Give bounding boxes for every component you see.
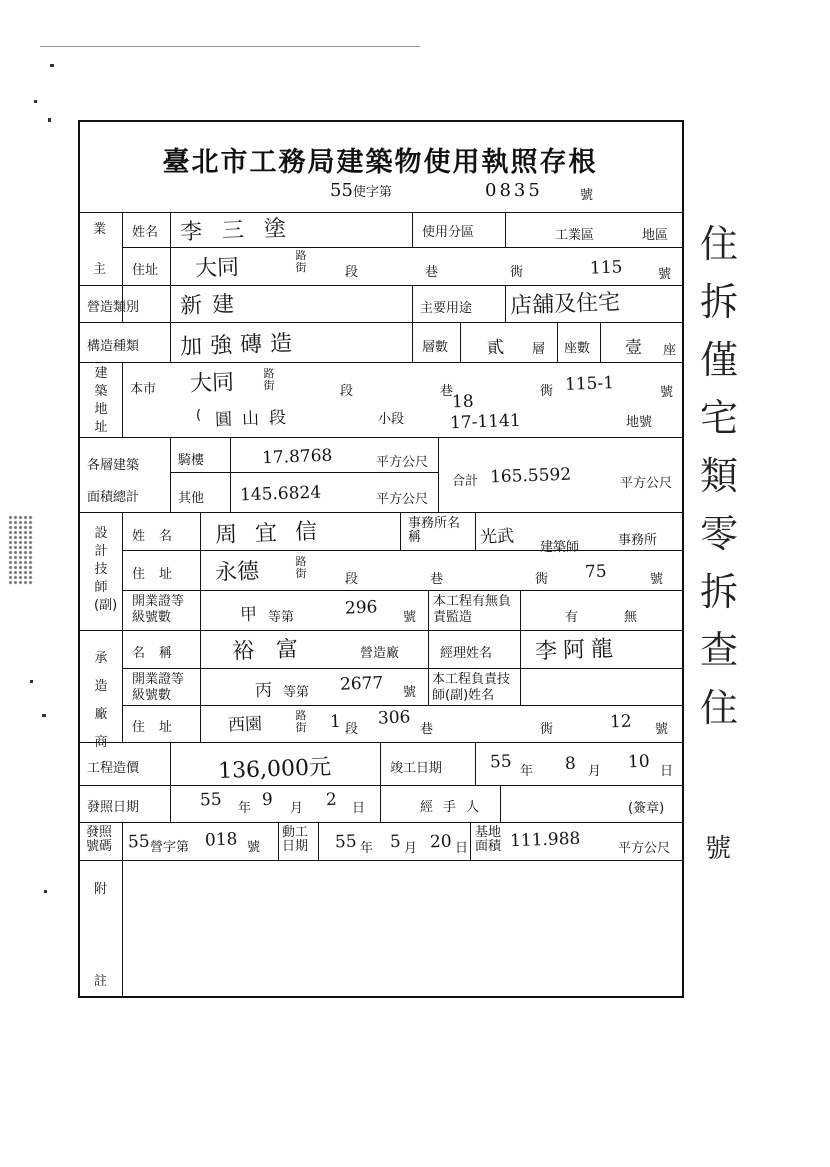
contractor-grade-value: 丙 <box>254 680 273 702</box>
row-divider <box>78 512 684 513</box>
col-divider <box>400 512 401 550</box>
owner-label-1: 業 <box>93 222 107 237</box>
manager-name-label: 經理姓名 <box>440 646 493 661</box>
units-suffix: 座 <box>663 343 677 358</box>
site-area-label: 基地面積 <box>475 825 502 854</box>
designer-name-value: 周宜信 <box>214 518 336 549</box>
contractor-name-value: 裕富 <box>231 636 321 665</box>
row-divider <box>78 822 684 823</box>
units-value: 壹 <box>624 337 643 359</box>
owner-section-label: 段 <box>345 265 359 280</box>
permit-middle: 使字第 <box>352 185 392 200</box>
row-divider <box>122 247 684 248</box>
units-label: 座數 <box>564 341 591 356</box>
other-area-value: 145.6824 <box>239 482 322 506</box>
col-divider <box>505 285 506 322</box>
designer-grade-value: 甲 <box>239 604 258 626</box>
owner-name-value: 李三塗 <box>179 215 307 246</box>
contractor-alley-label: 衖 <box>540 722 554 737</box>
row-divider <box>122 550 684 551</box>
use-zone-label: 使用分區 <box>422 225 475 240</box>
contractor-license-value: 2677 <box>339 673 384 695</box>
owner-name-label: 姓名 <box>132 225 159 240</box>
contractor-section-label: 段 <box>345 722 359 737</box>
issue-month-label: 月 <box>290 801 304 816</box>
site-city-label: 本市 <box>130 382 157 397</box>
cost-label: 工程造價 <box>87 761 140 776</box>
site-section-value: 圓山段 <box>214 407 297 431</box>
start-year-label: 年 <box>360 841 374 856</box>
sign-label: (簽章) <box>628 801 665 816</box>
permit-form <box>78 120 684 998</box>
remarks-label-1: 附 <box>94 882 108 897</box>
col-divider <box>505 212 506 248</box>
col-divider <box>380 742 381 822</box>
start-year: 55 <box>334 831 357 853</box>
other-label: 其他 <box>178 491 205 506</box>
lot-no-value: 17-1141 <box>449 410 521 434</box>
col-divider <box>438 437 439 512</box>
permit-suffix: 號 <box>580 188 594 203</box>
site-section-label: 段 <box>340 384 354 399</box>
start-day: 20 <box>429 831 452 853</box>
designer-label: 設計技師(副) <box>94 526 118 613</box>
floors-label: 層數 <box>422 340 449 355</box>
form-title: 臺北市工務局建築物使用執照存根 <box>162 147 598 178</box>
col-divider <box>170 437 171 512</box>
contractor-suffix: 營造廠 <box>360 646 400 661</box>
area-total-label: 面積總計 <box>87 490 140 505</box>
row-divider <box>78 860 684 861</box>
site-road-value: 大同 <box>189 370 235 397</box>
start-date-label: 動工日期 <box>282 825 309 854</box>
contractor-section-value: 1 <box>329 711 342 733</box>
total-label: 合計 <box>452 474 479 489</box>
use-zone-suffix: 地區 <box>642 228 669 243</box>
designer-lane-label: 巷 <box>430 572 444 587</box>
designer-license-label: 開業證等級號數 <box>132 594 185 625</box>
row-divider <box>78 437 684 438</box>
remarks-label-2: 註 <box>94 974 108 989</box>
contractor-lane-label: 巷 <box>420 722 434 737</box>
completion-year: 55 <box>489 751 512 773</box>
contractor-road-label: 路街 <box>295 709 307 734</box>
side-stamp-bottom: 號 <box>705 834 732 864</box>
contractor-no-value: 12 <box>609 711 632 733</box>
main-use-value: 店舖及住宅 <box>509 290 621 319</box>
site-label: 建築地址 <box>94 366 108 435</box>
row-divider <box>78 630 684 631</box>
site-paren: ( <box>196 408 202 423</box>
completion-day-label: 日 <box>660 764 674 779</box>
site-no-value: 115-1 <box>564 373 615 395</box>
scan-speck <box>48 118 51 122</box>
col-divider <box>475 512 476 550</box>
site-alley-label: 衖 <box>540 384 554 399</box>
row-divider <box>122 705 684 706</box>
col-divider <box>230 437 231 512</box>
row-divider <box>170 472 438 473</box>
col-divider <box>170 212 171 285</box>
building-permit-no: 018 <box>204 829 238 851</box>
contractor-license-label: 開業證等級號數 <box>132 672 185 703</box>
owner-no-label: 號 <box>658 267 672 282</box>
construction-type-label: 營造類別 <box>87 300 140 315</box>
issue-year-label: 年 <box>238 801 252 816</box>
row-divider <box>78 322 684 323</box>
col-divider <box>412 212 413 248</box>
col-divider <box>318 822 319 860</box>
site-lane-label: 巷 <box>440 384 454 399</box>
designer-license-no: 號 <box>403 610 417 625</box>
completion-label: 竣工日期 <box>390 761 443 776</box>
floors-suffix: 層 <box>532 342 546 357</box>
contractor-label: 承造廠商 <box>94 651 108 750</box>
col-divider <box>475 742 476 785</box>
permit-prefix: 55 <box>330 180 353 201</box>
issue-year: 55 <box>199 789 222 811</box>
row-divider <box>78 212 684 213</box>
scan-speck <box>44 890 47 893</box>
sub-section-value: 18 <box>451 391 474 413</box>
issue-date-label: 發照日期 <box>87 800 140 815</box>
arcade-area-value: 17.8768 <box>261 445 333 469</box>
col-divider <box>470 822 471 860</box>
contractor-name-label: 名稱 <box>132 646 187 661</box>
designer-no-label: 號 <box>650 572 664 587</box>
contractor-license-no: 號 <box>403 685 417 700</box>
col-divider <box>122 362 123 437</box>
row-divider <box>78 785 684 786</box>
col-divider <box>520 590 521 705</box>
designer-road-value: 永德 <box>214 559 260 586</box>
manager-name-value: 李阿龍 <box>534 636 620 665</box>
owner-alley-label: 衖 <box>510 265 524 280</box>
office-suffix: 事務所 <box>618 533 658 548</box>
lot-no-label: 地號 <box>626 415 653 430</box>
total-area-value: 165.5592 <box>489 464 572 488</box>
completion-month: 8 <box>564 753 577 775</box>
cost-value: 136,000元 <box>217 755 332 784</box>
site-area-sqm: 平方公尺 <box>618 841 671 856</box>
office-type-value: 建築師 <box>540 540 580 555</box>
start-month-label: 月 <box>404 841 418 856</box>
owner-no-value: 115 <box>589 257 623 279</box>
designer-section-label: 段 <box>345 572 359 587</box>
col-divider <box>200 512 201 742</box>
scan-speck <box>42 714 46 717</box>
total-sqm: 平方公尺 <box>620 476 673 491</box>
construction-type-value: 新建 <box>179 291 245 320</box>
supervision-have: 有 <box>565 610 579 625</box>
designer-name-label: 姓名 <box>132 529 187 544</box>
designer-address-label: 住址 <box>132 567 187 582</box>
owner-road-label: 路街 <box>295 249 307 274</box>
scan-speck <box>34 100 37 103</box>
site-area-value: 111.988 <box>509 828 581 852</box>
issue-day: 2 <box>325 789 338 811</box>
scan-speck <box>30 680 33 683</box>
completion-year-label: 年 <box>520 764 534 779</box>
col-divider <box>557 322 558 362</box>
contractor-grade-class: 等第 <box>283 685 310 700</box>
building-permit-mid: 營字第 <box>150 840 190 855</box>
row-divider <box>78 362 684 363</box>
site-no-label: 號 <box>660 385 674 400</box>
arcade-label: 騎樓 <box>178 453 205 468</box>
floor-area-label: 各層建築 <box>87 458 140 473</box>
main-use-label: 主要用途 <box>420 301 473 316</box>
permit-number-value: 0835 <box>485 180 543 201</box>
office-name-value: 光武 <box>479 526 515 548</box>
office-name-label: 事務所名稱 <box>408 516 461 545</box>
handler-label: 經手人 <box>420 800 490 815</box>
building-permit-label: 發照號碼 <box>86 825 113 854</box>
structure-type-label: 構造種類 <box>87 339 140 354</box>
side-stamp-text: 住拆僅宅類零拆查住 <box>700 222 739 730</box>
scan-blot <box>8 515 34 585</box>
building-permit-prefix: 55 <box>127 831 150 853</box>
col-divider <box>278 822 279 860</box>
col-divider <box>122 822 123 998</box>
building-permit-suffix: 號 <box>247 840 261 855</box>
contractor-no-label: 號 <box>655 722 669 737</box>
col-divider <box>122 512 123 742</box>
arcade-sqm: 平方公尺 <box>376 455 429 470</box>
col-divider <box>412 285 413 362</box>
sub-section-label: 小段 <box>378 412 405 427</box>
completion-month-label: 月 <box>588 764 602 779</box>
other-sqm: 平方公尺 <box>376 492 429 507</box>
use-zone-value: 工業區 <box>555 228 595 243</box>
col-divider <box>170 285 171 362</box>
row-divider <box>78 742 684 743</box>
structure-type-value: 加強磚造 <box>179 330 301 361</box>
contractor-lane-value: 306 <box>377 707 411 729</box>
floors-value: 貳 <box>486 337 505 359</box>
owner-road-value: 大同 <box>194 255 240 282</box>
designer-grade-class: 等第 <box>268 610 295 625</box>
scan-speck <box>40 46 420 47</box>
supervision-label: 本工程有無負責監造 <box>433 594 512 625</box>
designer-road-label: 路街 <box>295 555 307 580</box>
engineer-label: 本工程負責技師(副)姓名 <box>432 672 511 703</box>
owner-address-label: 住址 <box>132 263 159 278</box>
contractor-road-value: 西園 <box>227 714 263 736</box>
contractor-address-label: 住址 <box>132 720 187 735</box>
designer-alley-label: 衖 <box>535 572 549 587</box>
owner-lane-label: 巷 <box>425 265 439 280</box>
supervision-none: 無 <box>624 610 638 625</box>
designer-no-value: 75 <box>584 561 607 583</box>
designer-license-value: 296 <box>344 597 378 619</box>
start-day-label: 日 <box>455 841 469 856</box>
col-divider <box>428 590 429 705</box>
row-divider <box>122 590 684 591</box>
col-divider <box>170 742 171 822</box>
completion-day: 10 <box>627 751 650 773</box>
issue-day-label: 日 <box>352 801 366 816</box>
col-divider <box>600 322 601 362</box>
issue-month: 9 <box>261 789 274 811</box>
owner-label-2: 主 <box>93 262 107 277</box>
scan-speck <box>50 64 54 67</box>
site-road-label: 路街 <box>263 367 275 392</box>
col-divider <box>460 322 461 362</box>
start-month: 5 <box>389 831 402 853</box>
row-divider <box>122 668 684 669</box>
col-divider <box>500 785 501 822</box>
